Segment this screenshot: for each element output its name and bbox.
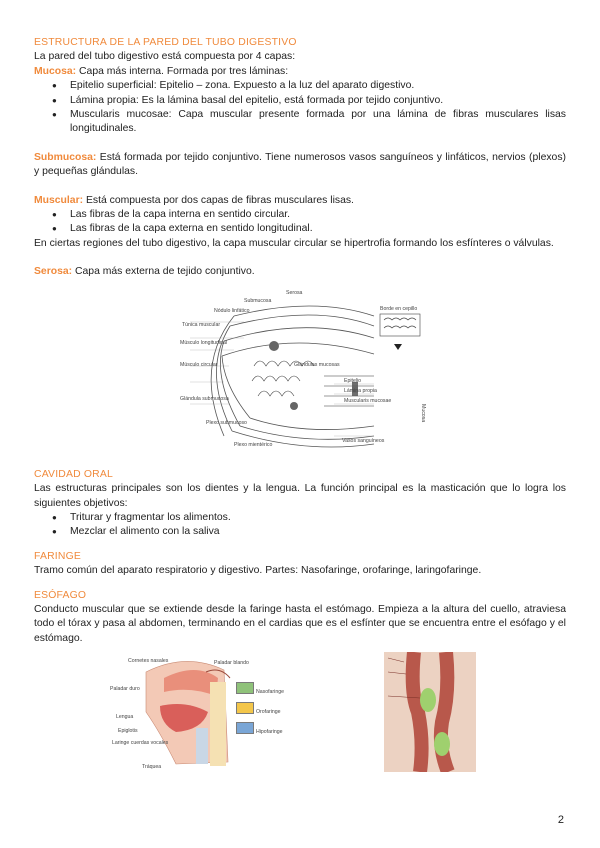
fig-label-epitelio: Epitelio xyxy=(344,377,362,384)
legend-hipofaringe-swatch xyxy=(236,722,254,734)
tubo-wall-illustration xyxy=(174,286,434,458)
serosa-paragraph xyxy=(34,265,566,279)
submucosa-term: Submucosa: xyxy=(34,151,97,163)
tubo-wall-diagram xyxy=(174,286,434,458)
fig-label-glandulas-muc: Glándulas mucosas xyxy=(294,361,340,368)
page-number: 2 xyxy=(557,814,564,826)
mucosa-paragraph xyxy=(34,65,566,79)
estructura-intro: La pared del tubo digestivo está compuesta por 4 capas: xyxy=(34,51,296,63)
list-item: ● Lámina propia: Es la lámina basal del epitelio, está formada por tejido conjuntivo. xyxy=(70,94,566,108)
label-epiglotis: Epiglotis xyxy=(118,728,138,735)
fig-label-vasos: Vasos sanguíneos xyxy=(342,437,385,444)
heading-cavidad: CAVIDAD ORAL xyxy=(34,468,113,480)
submucosa-text: Está formada por tejido conjuntivo. Tiene numerosos vasos sanguíneos y linfáticos, nervios (plexos) y pequeñas glándulas. xyxy=(34,151,566,178)
legend-nasofaringe: Nasofaringe xyxy=(256,689,284,696)
cavidad-text: Las estructuras principales son los dientes y la lengua. La función principal es la masticación que lo logra los siguientes objetivos: xyxy=(34,483,566,509)
mucosa-term: Mucosa: xyxy=(34,65,77,77)
muscular-after: En ciertas regiones del tubo digestivo, la capa muscular circular se hipertrofia formando los esfínteres o válvulas. xyxy=(34,237,554,249)
heading-esofago: ESÓFAGO xyxy=(34,589,87,601)
esophagus-photo xyxy=(384,652,476,772)
mucosa-text: Capa más interna. Formada por tres láminas: xyxy=(76,65,289,77)
fig-label-serosa: Serosa xyxy=(286,289,303,296)
cavidad-list xyxy=(34,511,566,540)
label-cornetes: Cornetes nasales xyxy=(128,658,169,665)
muscular-term: Muscular: xyxy=(34,194,84,206)
label-lengua: Lengua xyxy=(116,714,134,721)
list-item: ● Muscularis mucosae: Capa muscular presente formada por una lámina de fibras musculares lisas longitudinales. xyxy=(70,108,566,137)
list-item: ● Las fibras de la capa externa en sentido longitudinal. xyxy=(70,222,566,236)
legend-nasofaringe-swatch xyxy=(236,682,254,694)
fig-label-mucosa-side: Mucosa xyxy=(420,403,426,422)
label-traquea: Tráquea xyxy=(142,764,162,771)
heading-faringe: FARINGE xyxy=(34,550,82,562)
esofago-figures xyxy=(34,652,566,776)
submucosa-paragraph xyxy=(34,151,566,180)
mucosa-list xyxy=(34,79,566,137)
legend-hipofaringe: Hipofaringe xyxy=(256,729,283,736)
muscular-text: Está compuesta por dos capas de fibras musculares lisas. xyxy=(83,194,354,206)
fig-label-plexo-mien: Plexo mientérico xyxy=(234,441,273,448)
serosa-term: Serosa: xyxy=(34,266,73,278)
fig-label-musculo-long: Músculo longitudinal xyxy=(180,339,228,346)
esofago-text: Conducto muscular que se extiende desde la faringe hasta el estómago. Empieza a la altura del cuello, atraviesa todo el tórax y pasa al abdomen, terminando en el cardias que es el esfínter que se encuentra entre el esófago y el estómago. xyxy=(34,603,566,644)
legend-orofaringe-swatch xyxy=(236,702,254,714)
label-paladar-duro: Paladar duro xyxy=(110,686,140,693)
list-item: ● Triturar y fragmentar los alimentos. xyxy=(70,511,566,525)
legend-orofaringe: Orofaringe xyxy=(256,709,281,716)
fig-label-tunica: Túnica muscular xyxy=(182,321,221,328)
fig-label-nodulo: Nódulo linfático xyxy=(214,307,250,314)
muscular-paragraph xyxy=(34,194,566,208)
fig-label-plexo-sub: Plexo submucoso xyxy=(206,419,247,426)
fig-label-glandula-sub: Glándula submucosa xyxy=(180,395,229,402)
heading-estructura: ESTRUCTURA DE LA PARED DEL TUBO DIGESTIVO xyxy=(34,37,297,48)
document-page xyxy=(34,36,566,776)
list-item: ● Epitelio superficial: Epitelio – zona. Expuesto a la luz del aparato digestivo. xyxy=(70,79,566,93)
pharynx-diagram xyxy=(106,652,352,774)
list-item: ● Las fibras de la capa interna en sentido circular. xyxy=(70,208,566,222)
label-paladar-blando: Paladar blando xyxy=(214,660,249,667)
fig-label-borde: Borde en cepillo xyxy=(380,305,418,312)
label-laringe: Laringe cuerdas vocales xyxy=(112,740,169,747)
muscular-list xyxy=(34,208,566,237)
list-item: ● Mezclar el alimento con la saliva xyxy=(70,525,566,539)
faringe-text: Tramo común del aparato respiratorio y digestivo. Partes: Nasofaringe, orofaringe, laringofaringe. xyxy=(34,565,482,577)
fig-label-lamina: Lámina propia xyxy=(344,387,377,394)
fig-label-musculo-circ: Músculo circular xyxy=(180,361,218,368)
fig-label-muscularis: Muscularis mucosae xyxy=(344,397,392,404)
fig-label-submucosa: Submucosa xyxy=(244,297,272,304)
serosa-text: Capa más externa de tejido conjuntivo. xyxy=(72,266,255,278)
